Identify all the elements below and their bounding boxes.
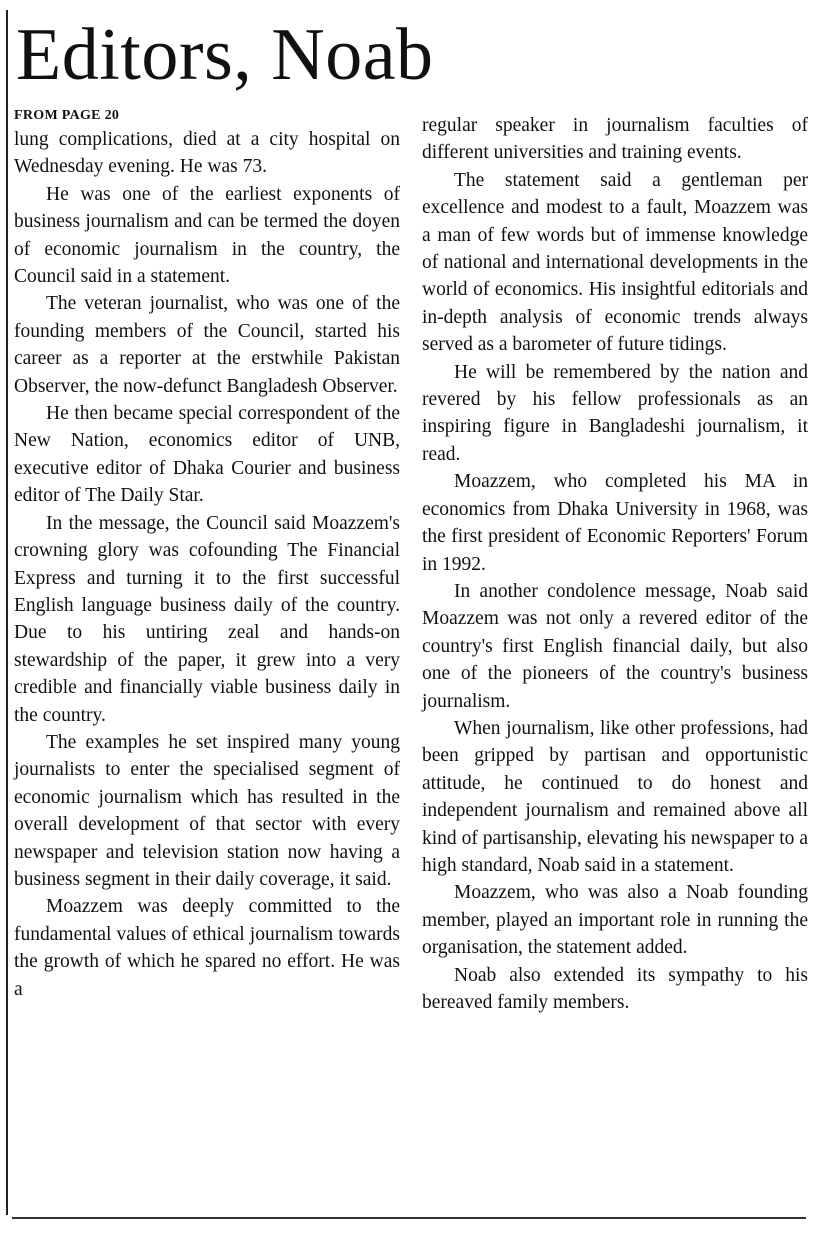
- paragraph: Moazzem was deeply committed to the fundamental values of ethical journalism towards the growth of which he spared no effort. He was a: [14, 896, 400, 1000]
- column-rule-left: [6, 10, 8, 1215]
- paragraph: In another condolence message, Noab said Moazzem was not only a revered editor of the country's first English financial daily, but also one of the pioneers of the country's business journalism.: [422, 580, 808, 712]
- paragraph: Moazzem, who completed his MA in economics from Dhaka University in 1968, was the first president of Economic Reporters' Forum in 1992.: [422, 471, 808, 575]
- paragraph: Noab also extended its sympathy to his bereaved family members.: [422, 964, 808, 1013]
- paragraph: He was one of the earliest exponents of business journalism and can be termed the doyen of economic journalism in the country, the Council said in a statement.: [14, 183, 400, 288]
- paragraph: He will be remembered by the nation and revered by his fellow professionals as an inspiring figure in Bangladeshi journalism, it read.: [422, 361, 808, 465]
- paragraph: lung complications, died at a city hospital on Wednesday evening. He was 73.: [14, 129, 400, 178]
- headline: Editors, Noab: [16, 14, 434, 96]
- article-column-right: [422, 112, 808, 1016]
- paragraph: The examples he set inspired many young journalists to enter the specialised segment of economic journalism which has resulted in the overall development of that sector with every newspaper and television station now having a business segment in their daily coverage, it said.: [14, 731, 400, 890]
- paragraph: The statement said a gentleman per excellence and modest to a fault, Moazzem was a man of few words but of immense knowledge of national and international developments in the world of economics. His insightful editorials and in-depth analysis of economic trends always served as a barometer of future tidings.: [422, 169, 808, 356]
- paragraph: He then became special correspondent of the New Nation, economics editor of UNB, executive editor of Dhaka Courier and business editor of The Daily Star.: [14, 403, 400, 507]
- paragraph: The veteran journalist, who was one of the founding members of the Council, started his career as a reporter at the erstwhile Pakistan Observer, the now-defunct Bangladesh Observer.: [14, 293, 400, 397]
- paragraph: When journalism, like other professions, had been gripped by partisan and opportunistic attitude, he continued to do honest and independent journalism and remained above all kind of partisanship, elevating his newspaper to a high standard, Noab said in a statement.: [422, 717, 808, 876]
- paragraph: Moazzem, who was also a Noab founding member, played an important role in running the organisation, the statement added.: [422, 882, 808, 959]
- paragraph: In the message, the Council said Moazzem's crowning glory was cofounding The Financial Express and turning it to the first successful English language business daily of the country. Due to his untiring zeal and hands-on stewardship of the paper, it grew into a very credible and financially viable business daily in the country.: [14, 512, 400, 726]
- article-column-left: [14, 108, 400, 1003]
- paragraph: regular speaker in journalism faculties of different universities and training events.: [422, 115, 808, 164]
- bottom-rule: [12, 1217, 806, 1219]
- jump-line: FROM PAGE 20: [14, 108, 120, 123]
